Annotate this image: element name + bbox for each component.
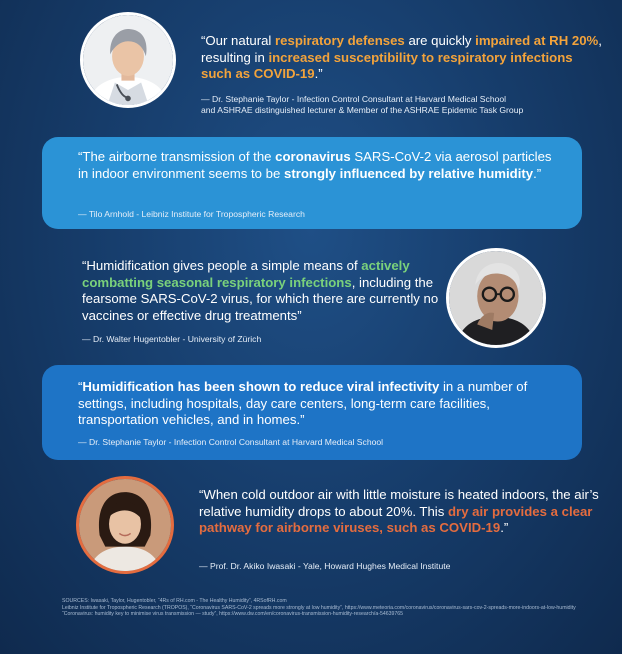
avatar-stephanie-taylor (80, 12, 176, 108)
source-line: Leibniz Institute for Tropospheric Research (TROPOS), “Coronavirus SARS-CoV-2 spreads more strongly at low humidity”, https://www.meteoria.com/coronavirus/coronavirus-sars-cov-2-spreads-more-indoors-at-low-humidity (62, 604, 576, 611)
quote-hugentobler-humidification (82, 258, 444, 324)
quote-text: .” (314, 66, 323, 82)
quote-text: are quickly (404, 33, 476, 48)
avatar-akiko-iwasaki (76, 476, 174, 574)
highlight-increased-susceptibility: increased susceptibility to respiratory infections such as COVID-19 (201, 49, 573, 82)
attribution-arnhold: — Tilo Arnhold - Leibniz Institute for Tropospheric Research (78, 209, 305, 219)
quote-text: , resulting in (201, 33, 602, 65)
quote-text: “Our natural (201, 33, 276, 48)
sources-footnote (62, 598, 610, 618)
highlight-reduce-viral-infectivity: Humidification has been shown to reduce viral infectivity (82, 379, 440, 394)
source-line: SOURCES: Iwasaki, Taylor, Hugentobler, “4Rs of RH.com - The Healthy Humidity”, 4RSofRH.com (62, 598, 287, 604)
quote-text: “The airborne transmission of the (78, 149, 276, 164)
quote-text: in a number of settings, including hospitals, day care centers, long-term care facilities, transportation vehicles, and in homes.” (78, 379, 528, 428)
quote-taylor-respiratory-defenses (201, 33, 606, 83)
quote-text: SARS-CoV-2 via aerosol particles in indoor environment seems to be (78, 149, 552, 181)
avatar-walter-hugentobler (446, 248, 546, 348)
attribution-iwasaki: — Prof. Dr. Akiko Iwasaki - Yale, Howard Hughes Medical Institute (199, 561, 451, 571)
source-line: “Coronavirus: humidity key to minimise virus transmission — study”, https://www.dw.com/en/coronavirus-transmission-humidity-research/a-54639765 (62, 611, 404, 618)
attribution-taylor-2: — Dr. Stephanie Taylor - Infection Control Consultant at Harvard Medical School (78, 437, 384, 447)
highlight-impaired-rh20: impaired at RH 20% (475, 33, 599, 48)
quote-card-taylor-2 (42, 365, 582, 460)
highlight-coronavirus: coronavirus (275, 149, 351, 164)
woman-dark-hair-portrait-icon (79, 479, 171, 571)
quote-text: “ (78, 379, 83, 394)
highlight-strongly-influenced: strongly influenced by relative humidity (283, 165, 534, 181)
quote-iwasaki-dry-air (199, 487, 599, 537)
highlight-dry-air-pathway: dry air provides a clear pathway for airborne viruses, such as COVID-19 (199, 503, 593, 536)
attribution-hugentobler: — Dr. Walter Hugentobler - University of Zürich (82, 334, 262, 344)
quote-text: , including the fearsome SARS-CoV-2 virus, for which there are currently no vaccines or effective drug treatments” (82, 274, 439, 323)
woman-gray-hair-portrait-icon (83, 15, 173, 105)
attribution-taylor-1 (201, 94, 611, 116)
quote-text: .” (533, 165, 542, 181)
attribution-line: and ASHRAE distinguished lecturer & Member of the ASHRAE Epidemic Task Group (201, 105, 524, 115)
highlight-respiratory-defenses: respiratory defenses (275, 33, 405, 48)
quote-text: “Humidification gives people a simple means of (82, 258, 362, 273)
quote-arnhold-airborne (78, 149, 558, 182)
quote-taylor-reduce-infectivity (78, 379, 568, 429)
man-glasses-portrait-icon (449, 251, 543, 345)
quote-card-arnhold (42, 137, 582, 229)
attribution-line: — Dr. Stephanie Taylor - Infection Control Consultant at Harvard Medical School (201, 94, 507, 104)
highlight-actively-combatting: actively combatting seasonal respiratory infections (82, 258, 410, 290)
quote-text: .” (500, 520, 509, 536)
quote-text: “When cold outdoor air with little moisture is heated indoors, the air’s relative humidity drops to about 20%. This (199, 487, 599, 519)
